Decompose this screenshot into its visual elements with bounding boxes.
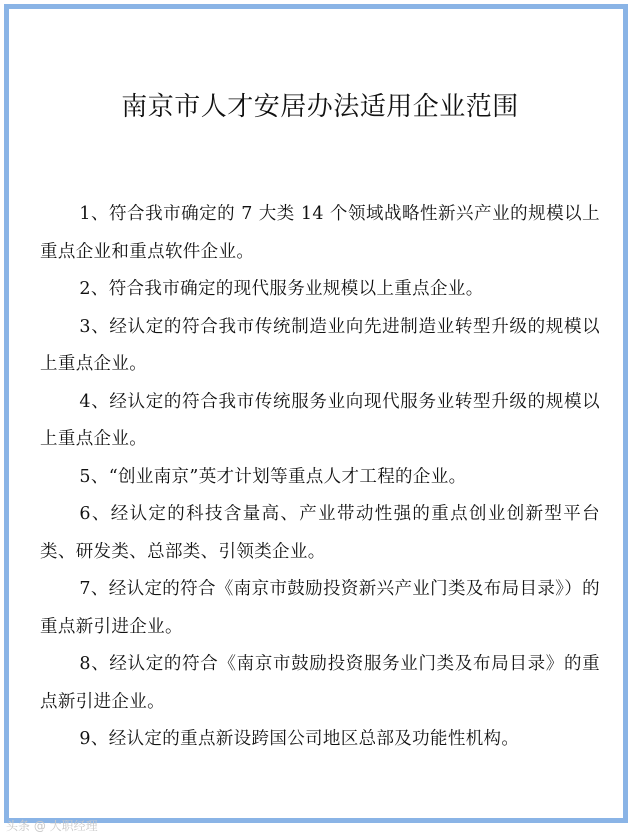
list-item: 4、经认定的符合我市传统服务业向现代服务业转型升级的规模以上重点企业。	[40, 391, 600, 449]
item-list	[40, 196, 600, 759]
list-item: 9、经认定的重点新设跨国公司地区总部及功能性机构。	[79, 729, 520, 749]
document-title: 南京市人才安居办法适用企业范围	[121, 92, 519, 122]
list-item: 5、“创业南京”英才计划等重点人才工程的企业。	[79, 466, 467, 487]
list-item: 8、经认定的符合《南京市鼓励投资服务业门类及布局目录》的重点新引进企业。	[40, 654, 600, 712]
list-item: 1、符合我市确定的 7 大类 14 个领域战略性新兴产业的规模以上重点企业和重点软件企业。	[40, 204, 600, 262]
watermark: 头条 @ 大职经理	[6, 819, 98, 833]
list-item: 7、经认定的符合《南京市鼓励投资新兴产业门类及布局目录》）的重点新引进企业。	[40, 579, 600, 637]
list-item: 6、经认定的科技含量高、产业带动性强的重点创业创新型平台类、研发类、总部类、引领类企业。	[40, 504, 600, 562]
list-item: 2、符合我市确定的现代服务业规模以上重点企业。	[79, 279, 484, 299]
list-item: 3、经认定的符合我市传统制造业向先进制造业转型升级的规模以上重点企业。	[40, 316, 600, 374]
